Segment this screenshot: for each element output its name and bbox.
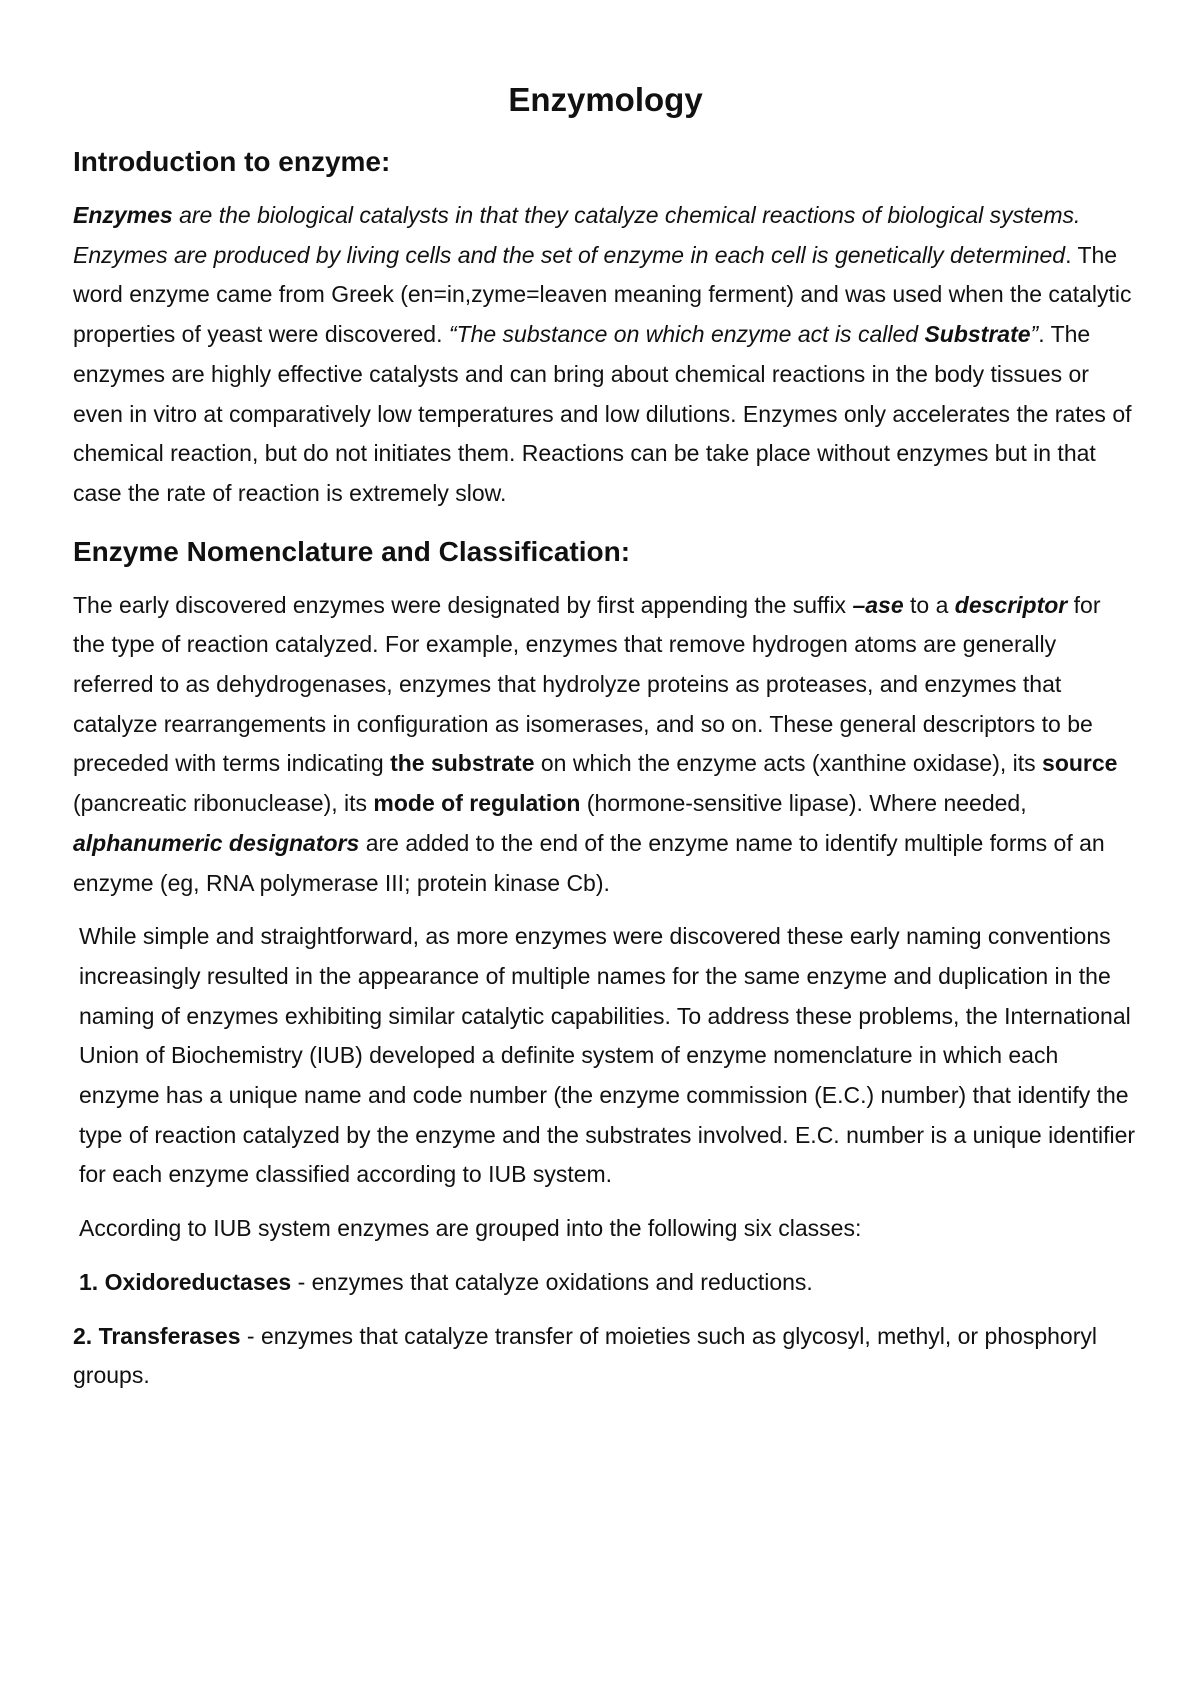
class-name: 2. Transferases	[73, 1322, 241, 1349]
class-item	[73, 1317, 1138, 1396]
term-enzymes: Enzymes	[73, 202, 173, 228]
nomenclature-paragraph: The early discovered enzymes were designated by first appending the suffix –ase to a descriptor for the type of reaction catalyzed. For example, enzymes that remove hydrogen atoms are generally referred to as dehydrogenases, enzymes that hydrolyze proteins as proteases, and enzymes that catalyze rearrangements in configuration as isomerases, and so on. These general descriptors to be preceded with terms indicating the substrate on which the enzyme acts (xanthine oxidase), its source (pancreatic ribonuclease), its mode of regulation (hormone-sensitive lipase). Where needed, alphanumeric designators are added to the end of the enzyme name to identify multiple forms of an enzyme (eg, RNA polymerase III; protein kinase Cb).	[73, 591, 1118, 896]
class-name: 1. Oxidoreductases	[79, 1268, 292, 1295]
term-ase-suffix: –ase	[852, 591, 904, 618]
term-source: source	[1042, 750, 1118, 777]
term-mode-of-regulation: mode of regulation	[373, 790, 581, 817]
section-heading-introduction: Introduction to enzyme:	[73, 146, 391, 177]
classes-intro: According to IUB system enzymes are grouped into the following six classes:	[79, 1215, 862, 1242]
section-heading-nomenclature: Enzyme Nomenclature and Classification:	[73, 535, 631, 567]
term-descriptor: descriptor	[954, 591, 1068, 618]
iub-paragraph: While simple and straightforward, as more enzymes were discovered these early naming conventions increasingly resulted in the appearance of multiple names for the same enzyme and duplication in the naming of enzymes exhibiting similar catalytic capabilities. To address these problems, the International Union of Biochemistry (IUB) developed a definite system of enzyme nomenclature in which each enzyme has a unique name and code number (the enzyme commission (E.C.) number) that identify the type of reaction catalyzed by the enzyme and the substrates involved. E.C. number is a unique identifier for each enzyme classified according to IUB system.	[79, 923, 1136, 1188]
document-title: Enzymology	[508, 81, 703, 118]
class-item	[73, 1263, 1138, 1303]
term-substrate: Substrate	[924, 321, 1031, 348]
class-description: - enzymes that catalyze oxidations and reductions.	[291, 1268, 813, 1295]
intro-paragraph: Enzymes are the biological catalysts in that they catalyze chemical reactions of biological systems. Enzymes are produced by living cells and the set of enzyme in each cell is genetically determined. The word enzyme came from Greek (en=in,zyme=leaven meaning ferment) and was used when the catalytic properties of yeast were discovered. “The substance on which enzyme act is called Substrate”. The enzymes are highly effective catalysts and can bring about chemical reactions in the body tissues or even in vitro at comparatively low temperatures and low dilutions. Enzymes only accelerates the rates of chemical reaction, but do not initiates them. Reactions can be take place without enzymes but in that case the rate of reaction is extremely slow.	[73, 202, 1132, 506]
class-description: - enzymes that catalyze transfer of moieties such as glycosyl, methyl, or phosphoryl groups.	[73, 1322, 1097, 1389]
document-content	[73, 78, 1138, 1396]
term-the-substrate: the substrate	[390, 750, 535, 777]
term-alphanumeric-designators: alphanumeric designators	[73, 829, 360, 856]
